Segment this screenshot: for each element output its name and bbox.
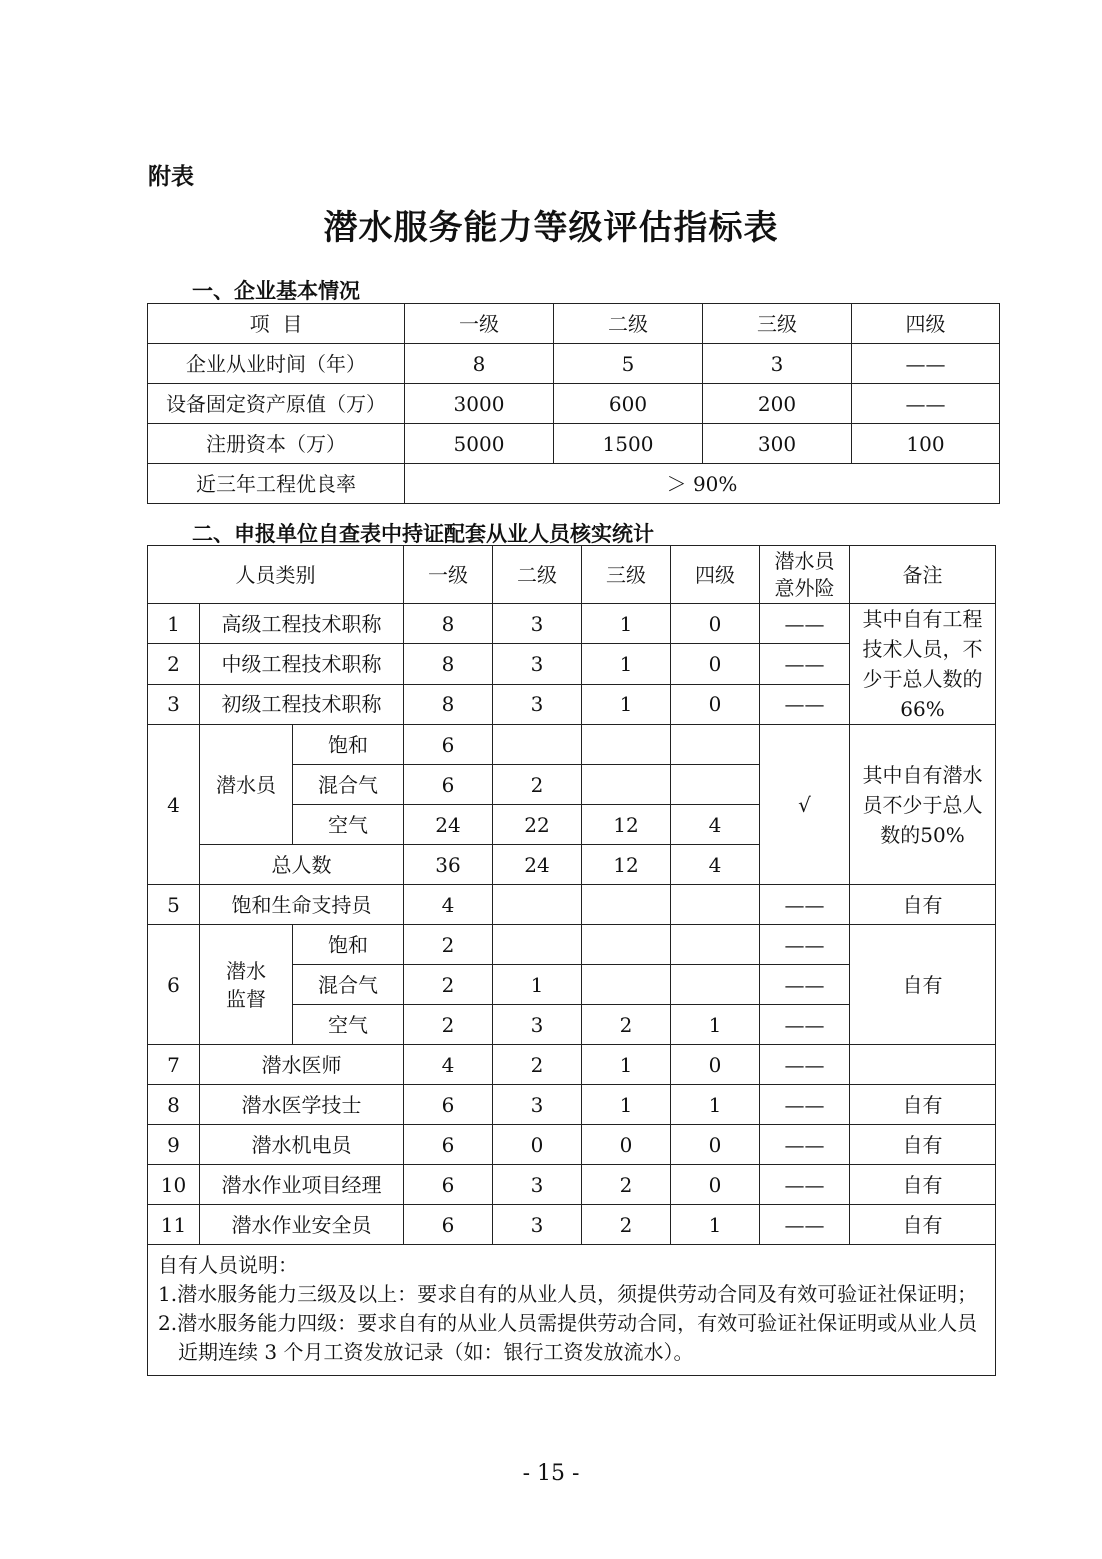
cell-level2: 3 [493,1205,582,1245]
cell-level3: 2 [582,1205,671,1245]
header-level2: 二级 [554,304,703,344]
cell-level1: 6 [404,1165,493,1205]
row-subcategory: 混合气 [293,965,404,1005]
cell-level1: 36 [404,845,493,885]
cell-level4 [671,965,760,1005]
table-header-row [148,304,1000,344]
header-level4: 四级 [671,546,760,604]
cell-remark: 其中自有潜水员不少于总人数的50% [850,725,996,885]
cell-level4: 0 [671,1125,760,1165]
header-level1: 一级 [404,546,493,604]
cell-level4: 1 [671,1205,760,1245]
cell-level1: 6 [404,765,493,805]
cell-level1: 6 [404,1085,493,1125]
cell-level2: 24 [493,845,582,885]
cell-level3 [582,765,671,805]
cell-level3: 3 [703,344,852,384]
cell-level2: 1500 [554,424,703,464]
cell-level4 [671,765,760,805]
table-row [148,925,996,965]
cell-level4 [671,885,760,925]
cell-level4: —— [852,384,1000,424]
cell-remark: 自有 [850,925,996,1045]
cell-level1: 8 [404,604,493,644]
cell-level2: 2 [493,1045,582,1085]
row-category: 潜水医师 [200,1045,404,1085]
row-number: 9 [148,1125,200,1165]
cell-level1: 24 [404,805,493,845]
table-header-row [148,546,996,604]
cell-level3: 1 [582,1085,671,1125]
notes-cell [148,1245,996,1376]
notes-item-1: 1.潜水服务能力三级及以上：要求自有的从业人员，须提供劳动合同及有效可验证社保证明； [158,1282,978,1306]
cell-level2: 3 [493,1165,582,1205]
cell-level2: 3 [493,604,582,644]
cell-level2: 1 [493,965,582,1005]
table-row [148,384,1000,424]
cell-insurance: —— [760,644,850,684]
cell-level1: 8 [404,644,493,684]
table-row [148,1045,996,1085]
cell-level4: 0 [671,684,760,724]
row-number: 1 [148,604,200,644]
cell-level3: 0 [582,1125,671,1165]
excellence-rate-value: ＞ 90% [405,464,1000,504]
row-total: 总人数 [200,845,404,885]
cell-level1: 4 [404,1045,493,1085]
table-row [148,885,996,925]
cell-insurance: —— [760,1085,850,1125]
cell-level3 [582,725,671,765]
cell-level1: 6 [404,1125,493,1165]
cell-level4: 4 [671,805,760,845]
cell-level3: 1 [582,604,671,644]
cell-level2: 0 [493,1125,582,1165]
cell-level1: 8 [404,684,493,724]
table-row [148,1085,996,1125]
cell-level3 [582,925,671,965]
cell-insurance: —— [760,604,850,644]
cell-remark: 自有 [850,1165,996,1205]
cell-remark: 自有 [850,1085,996,1125]
row-number: 7 [148,1045,200,1085]
row-item: 设备固定资产原值（万） [148,384,405,424]
row-category: 中级工程技术职称 [200,644,404,684]
cell-insurance: —— [760,965,850,1005]
basic-info-table [147,303,1000,504]
cell-level3: 1 [582,684,671,724]
cell-level2: 600 [554,384,703,424]
row-number: 2 [148,644,200,684]
cell-level1: 8 [405,344,554,384]
notes-row [148,1245,996,1376]
header-level2: 二级 [493,546,582,604]
cell-level1: 5000 [405,424,554,464]
header-item: 项 目 [148,304,405,344]
cell-remark: 自有 [850,885,996,925]
cell-remark: 自有 [850,1125,996,1165]
row-subcategory: 空气 [293,1005,404,1045]
notes-title: 自有人员说明： [158,1253,298,1277]
row-category: 潜水作业安全员 [200,1205,404,1245]
row-category: 潜水医学技士 [200,1085,404,1125]
cell-level2: 22 [493,805,582,845]
cell-level2: 3 [493,1085,582,1125]
table-row [148,604,996,644]
header-level1: 一级 [405,304,554,344]
cell-level4: 100 [852,424,1000,464]
cell-level1: 2 [404,1005,493,1045]
cell-insurance: —— [760,1205,850,1245]
cell-level4: 0 [671,1045,760,1085]
cell-level4: 1 [671,1005,760,1045]
cell-level2 [493,925,582,965]
appendix-label: 附表 [148,164,194,190]
cell-level1: 4 [404,885,493,925]
cell-level2: 3 [493,684,582,724]
cell-level2: 2 [493,765,582,805]
section2-heading: 二、申报单位自查表中持证配套从业人员核实统计 [192,522,654,546]
cell-insurance: —— [760,1165,850,1205]
cell-level4: 0 [671,644,760,684]
cell-level4: 4 [671,845,760,885]
cell-level2: 3 [493,1005,582,1045]
page-number: - 15 - [522,1461,580,1486]
personnel-table [147,545,996,1376]
cell-level3: 2 [582,1165,671,1205]
row-subcategory: 混合气 [293,765,404,805]
row-category: 潜水机电员 [200,1125,404,1165]
cell-level3: 300 [703,424,852,464]
cell-level2 [493,725,582,765]
cell-level3: 200 [703,384,852,424]
row-category: 高级工程技术职称 [200,604,404,644]
page-title: 潜水服务能力等级评估指标表 [323,208,779,248]
row-category: 潜水作业项目经理 [200,1165,404,1205]
cell-level4: —— [852,344,1000,384]
table-row [148,344,1000,384]
cell-level4 [671,925,760,965]
section1-heading: 一、企业基本情况 [192,279,360,303]
table-row [148,1205,996,1245]
cell-level3 [582,885,671,925]
cell-remark: 其中自有工程技术人员，不少于总人数的66% [850,604,996,725]
cell-insurance: —— [760,925,850,965]
cell-level4 [671,725,760,765]
header-category: 人员类别 [148,546,404,604]
cell-level1: 2 [404,965,493,1005]
row-item: 注册资本（万） [148,424,405,464]
cell-level3: 2 [582,1005,671,1045]
table-row [148,1125,996,1165]
row-number: 6 [148,925,200,1045]
row-subcategory: 空气 [293,805,404,845]
cell-level3 [582,965,671,1005]
cell-level4: 1 [671,1085,760,1125]
cell-level4: 0 [671,604,760,644]
cell-remark: 自有 [850,1205,996,1245]
cell-level1: 3000 [405,384,554,424]
cell-level3: 12 [582,805,671,845]
cell-insurance: —— [760,684,850,724]
cell-level1: 2 [404,925,493,965]
cell-remark [850,1045,996,1085]
cell-level3: 1 [582,1045,671,1085]
row-number: 8 [148,1085,200,1125]
header-insurance: 潜水员意外险 [760,546,850,604]
notes-item-2: 2.潜水服务能力四级：要求自有的从业人员需提供劳动合同，有效可验证社保证明或从业人员近期连续 3 个月工资发放记录（如：银行工资发放流水）。 [158,1311,978,1364]
cell-insurance: —— [760,1125,850,1165]
cell-level2 [493,885,582,925]
row-item: 企业从业时间（年） [148,344,405,384]
table-row [148,725,996,765]
cell-level1: 6 [404,725,493,765]
row-number: 11 [148,1205,200,1245]
table-row [148,464,1000,504]
row-subcategory: 饱和 [293,725,404,765]
header-remark: 备注 [850,546,996,604]
cell-insurance: —— [760,1005,850,1045]
row-category: 初级工程技术职称 [200,684,404,724]
cell-level2: 5 [554,344,703,384]
row-category: 饱和生命支持员 [200,885,404,925]
cell-level3: 1 [582,644,671,684]
row-number: 4 [148,725,200,885]
table-row [148,1165,996,1205]
cell-insurance-check: √ [760,725,850,885]
header-level4: 四级 [852,304,1000,344]
row-item: 近三年工程优良率 [148,464,405,504]
row-number: 10 [148,1165,200,1205]
cell-level2: 3 [493,644,582,684]
row-subcategory: 饱和 [293,925,404,965]
cell-level1: 6 [404,1205,493,1245]
row-group: 潜水员 [200,725,293,845]
cell-level3: 12 [582,845,671,885]
table-row [148,424,1000,464]
cell-level4: 0 [671,1165,760,1205]
header-level3: 三级 [582,546,671,604]
row-number: 3 [148,684,200,724]
header-level3: 三级 [703,304,852,344]
cell-insurance: —— [760,885,850,925]
row-group: 潜水监督 [200,925,293,1045]
cell-insurance: —— [760,1045,850,1085]
row-number: 5 [148,885,200,925]
